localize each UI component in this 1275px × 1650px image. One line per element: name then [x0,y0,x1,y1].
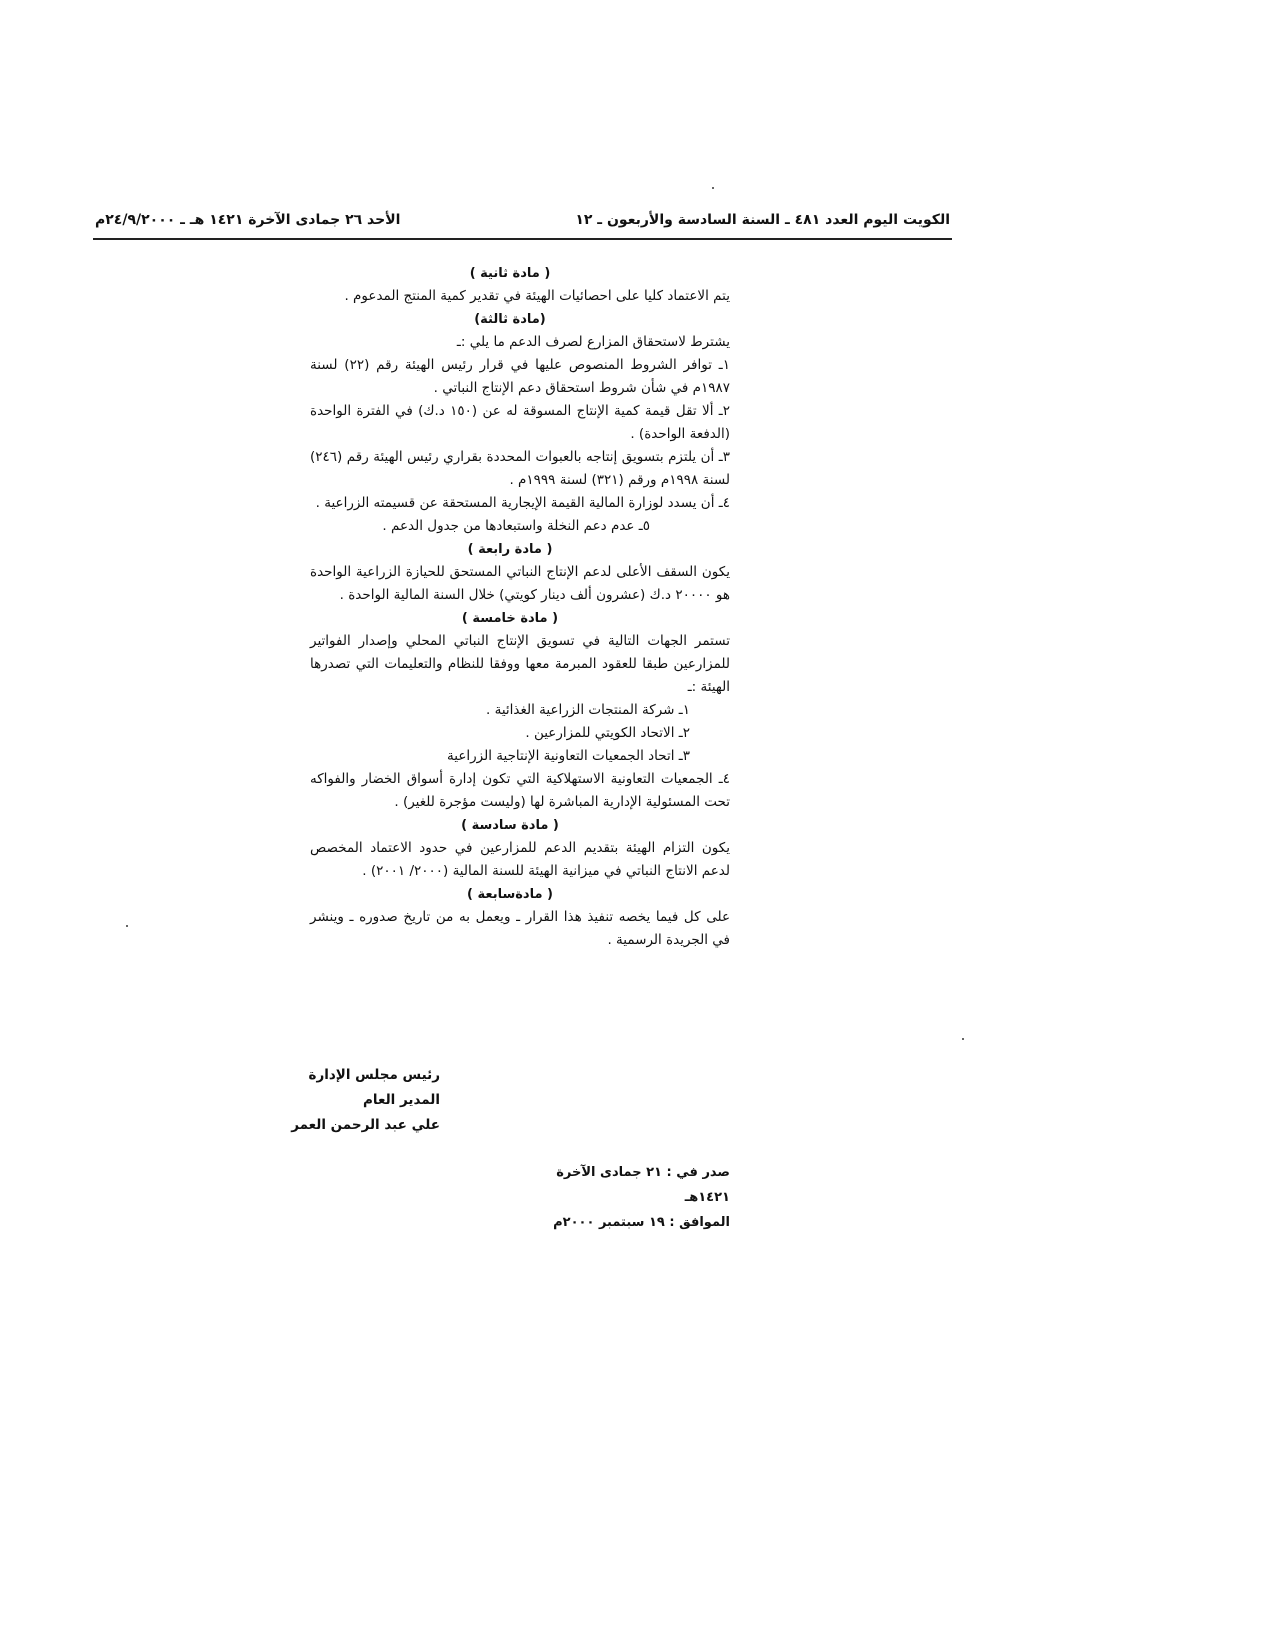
signature-role: المدير العام [363,1092,440,1108]
article-5-item-2: ٢ـ الاتحاد الكويتي للمزارعين . [525,725,690,741]
article-3-item-4: ٤ـ أن يسدد لوزارة المالية القيمة الإيجارية المستحقة عن قسيمته الزراعية . [315,495,730,511]
decision-body [310,262,730,952]
signature-block [290,1063,440,1138]
article-4-text: يكون السقف الأعلى لدعم الإنتاج النباتي المستحق للحيازة الزراعية الواحدة هو ٢٠٠٠٠ د.ك (عشرون ألف دينار كويتي) خلال السنة المالية الواحدة . [310,564,730,603]
article-3-item-2: ٢ـ ألا تقل قيمة كمية الإنتاج المسوقة له عن (١٥٠ د.ك) في الفترة الواحدة (الدفعة الواحدة) . [310,403,731,442]
article-7-text: على كل فيما يخصه تنفيذ هذا القرار ـ ويعمل به من تاريخ صدوره ـ وينشر في الجريدة الرسمية . [310,909,730,948]
article-3-intro: يشترط لاستحقاق المزارع لصرف الدعم ما يلي :ـ [456,334,730,350]
article-3-item-3: ٣ـ أن يلتزم بتسويق إنتاجه بالعبوات المحددة بقراري رئيس الهيئة رقم (٢٤٦) لسنة ١٩٩٨م ورقم (٣٢١) لسنة ١٩٩٩م . [310,449,730,488]
article-5-intro: تستمر الجهات التالية في تسويق الإنتاج النباتي المحلي وإصدار الفواتير للمزارعين طبقا للعقود المبرمة معها ووفقا للنظام والتعليمات التي تصدرها الهيئة :ـ [310,633,730,695]
article-2-title: ( مادة ثانية ) [469,266,551,281]
issued-hijri-date: صدر في : ٢١ جمادى الآخرة ١٤٢١هـ [556,1165,730,1205]
article-5-item-3: ٣ـ اتحاد الجمعيات التعاونية الإنتاجية الزراعية [447,748,690,764]
signature-title: رئيس مجلس الإدارة [308,1067,440,1083]
article-3-title: (مادة ثالثة) [474,312,546,327]
issued-gregorian-date: الموافق : ١٩ سبتمبر ٢٠٠٠م [553,1215,730,1230]
scan-speck [126,925,128,927]
article-6-title: ( مادة سادسة ) [461,818,559,833]
article-5-item-4: ٤ـ الجمعيات التعاونية الاستهلاكية التي تكون إدارة أسواق الخضار والفواكه تحت المسئولية الإدارية المباشرة لها (وليست مؤجرة للغير) . [310,771,730,810]
article-5-item-1: ١ـ شركة المنتجات الزراعية الغذائية . [486,702,690,718]
issue-date-block [530,1160,730,1235]
article-3-item-1: ١ـ توافر الشروط المنصوص عليها في قرار رئيس الهيئة رقم (٢٢) لسنة ١٩٨٧م في شأن شروط استحقاق دعم الإنتاج النباتي . [310,357,730,396]
article-2-text: يتم الاعتماد كليا على احصائيات الهيئة في تقدير كمية المنتج المدعوم . [344,288,730,304]
header-divider [93,238,952,240]
scan-speck [712,187,714,189]
header-publication: الكويت اليوم العدد ٤٨١ ـ السنة السادسة والأربعون ـ ١٢ [575,212,950,228]
article-3-item-5: ٥ـ عدم دعم النخلة واستبعادها من جدول الدعم . [382,518,650,534]
article-4-title: ( مادة رابعة ) [467,542,553,557]
scan-speck [962,1038,964,1040]
article-5-title: ( مادة خامسة ) [461,611,559,626]
signature-name: علي عبد الرحمن العمر [291,1117,440,1133]
article-7-title: ( مادةسابعة ) [467,887,553,902]
article-6-text: يكون التزام الهيئة بتقديم الدعم للمزارعين في حدود الاعتماد المخصص لدعم الانتاج النباتي في ميزانية الهيئة للسنة المالية (٢٠٠٠/ ٢٠٠١) . [310,840,730,879]
page-header [95,212,950,240]
header-date: الأحد ٢٦ جمادى الآخرة ١٤٢١ هـ ـ ٢٤/٩/٢٠٠٠م [95,212,401,228]
